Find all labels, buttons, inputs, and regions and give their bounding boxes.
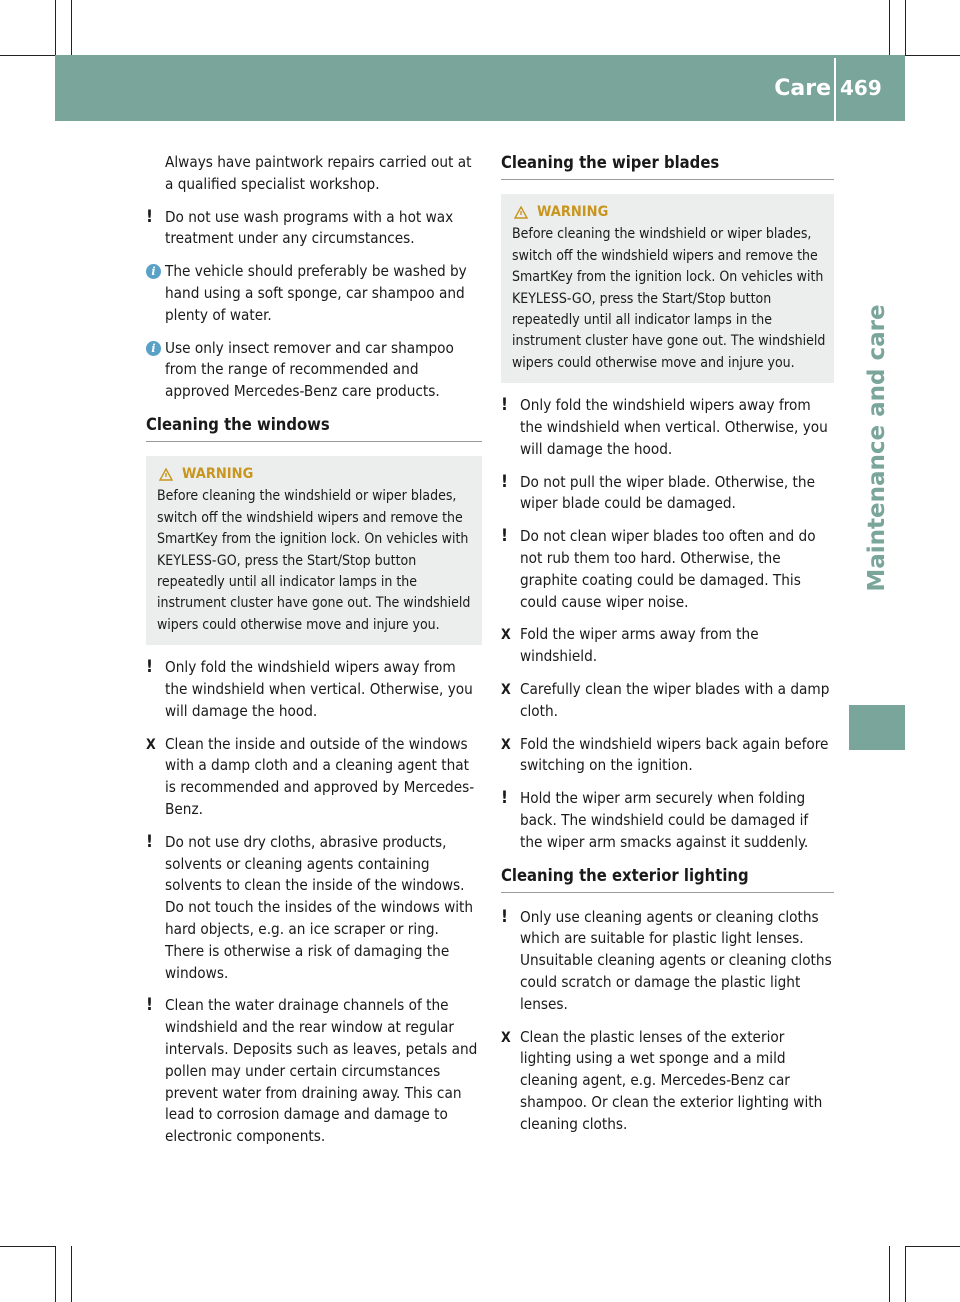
exclamation-icon: ! (501, 526, 508, 547)
info-paragraph (146, 261, 482, 326)
note-paragraph (501, 907, 834, 1016)
crop-mark (55, 0, 56, 55)
crop-mark (889, 0, 890, 55)
crop-mark (0, 1246, 55, 1247)
crop-mark (71, 0, 72, 55)
step-arrow-icon: X (501, 682, 511, 699)
section-heading: Cleaning the exterior lighting (501, 865, 834, 893)
crop-mark (55, 1246, 56, 1302)
exclamation-icon: ! (501, 906, 508, 927)
step-text: Clean the inside and outside of the windows with a damp cloth and a cleaning agent that is recommended and approved by Mercedes-Benz. (165, 734, 475, 818)
info-icon: i (146, 341, 161, 356)
exclamation-icon: ! (146, 657, 153, 678)
step-text: Carefully clean the wiper blades with a damp cloth. (520, 680, 830, 720)
exclamation-icon: ! (501, 395, 508, 416)
note-text: Only fold the windshield wipers away from the windshield when vertical. Otherwise, you will damage the hood. (520, 396, 828, 458)
step-text: Fold the windshield wipers back again before switching on the ignition. (520, 734, 829, 775)
warning-title: WARNING (182, 465, 254, 482)
note-text: Do not pull the wiper blade. Otherwise, the wiper blade could be damaged. (520, 472, 815, 513)
note-text: Clean the water drainage channels of the windshield and the rear window at regular intervals. Deposits such as leaves, petals and pollen may under certain circumstances prevent water from draining away. This can lead to corrosion damage and damage to electronic components. (165, 996, 478, 1146)
exclamation-icon: ! (146, 206, 153, 227)
warning-box (501, 194, 834, 383)
step-paragraph (501, 679, 834, 723)
side-thumb-marker (849, 705, 905, 750)
note-text: Only use cleaning agents or cleaning cloths which are suitable for plastic light lenses. Unsuitable cleaning agents or cleaning cloths could scratch or damage the plastic light lenses. (520, 907, 832, 1013)
crop-mark (905, 1246, 960, 1247)
note-paragraph (146, 657, 482, 722)
step-arrow-icon: X (501, 627, 511, 644)
crop-mark (905, 0, 906, 55)
left-column (146, 152, 482, 1159)
exclamation-icon: ! (146, 995, 153, 1016)
info-text: Use only insect remover and car shampoo from the range of recommended and approved Mercedes-Benz care products. (165, 338, 454, 401)
header-divider (834, 58, 836, 121)
step-paragraph (501, 1027, 834, 1136)
warning-triangle-icon (159, 468, 173, 481)
crop-mark (71, 1246, 72, 1302)
step-paragraph (146, 734, 482, 821)
crop-mark (889, 1246, 890, 1302)
right-column (501, 152, 834, 1147)
info-icon: i (146, 264, 161, 279)
warning-text: Before cleaning the windshield or wiper blades, switch off the windshield wipers and remove the SmartKey from the ignition lock. On vehicles with KEYLESS-GO, press the Start/Stop button repeatedly until all indicator lamps in the instrument cluster have gone out. The windshield wipers could otherwise move and injure you. (157, 488, 471, 633)
warning-triangle-icon (514, 206, 528, 219)
step-arrow-icon: X (501, 1029, 511, 1046)
note-text: Do not use wash programs with a hot wax treatment under any circumstances. (165, 207, 454, 248)
step-arrow-icon: X (146, 736, 156, 753)
note-paragraph (501, 472, 834, 516)
note-paragraph (146, 207, 482, 251)
step-paragraph (501, 624, 834, 668)
exclamation-icon: ! (501, 788, 508, 809)
note-text: Do not clean wiper blades too often and do not rub them too hard. Otherwise, the graphite coating could be damaged. This could cause wiper noise. (520, 527, 816, 611)
note-text: Only fold the windshield wipers away from the windshield when vertical. Otherwise, you will damage the hood. (165, 658, 473, 720)
note-paragraph (501, 788, 834, 853)
note-paragraph (501, 395, 834, 460)
note-text: Do not use dry cloths, abrasive products, solvents or cleaning agents containing solvents to clean the inside of the windows. Do not touch the insides of the windows with hard objects, e.g. an ice scraper or ring. There is otherwise a risk of damaging the windows. (165, 832, 474, 982)
warning-box (146, 456, 482, 645)
crop-mark (0, 55, 55, 56)
section-heading: Cleaning the windows (146, 414, 482, 442)
section-tab-label: Maintenance and care (864, 304, 890, 592)
note-paragraph (146, 832, 482, 985)
step-paragraph (501, 734, 834, 778)
warning-header (512, 202, 826, 223)
note-paragraph (501, 526, 834, 613)
page-number: 469 (840, 76, 882, 100)
section-heading: Cleaning the wiper blades (501, 152, 834, 180)
warning-text: Before cleaning the windshield or wiper blades, switch off the windshield wipers and remove the SmartKey from the ignition lock. On vehicles with KEYLESS-GO, press the Start/Stop button repeatedly until all indicator lamps in the instrument cluster have gone out. The windshield wipers could otherwise move and injure you. (512, 226, 826, 371)
page-title: Care (774, 75, 831, 101)
crop-mark (905, 55, 960, 56)
exclamation-icon: ! (501, 471, 508, 492)
crop-mark (905, 1246, 906, 1302)
info-text: The vehicle should preferably be washed by hand using a soft sponge, car shampoo and plenty of water. (165, 262, 467, 324)
note-text: Hold the wiper arm securely when folding back. The windshield could be damaged if the wiper arm smacks against it suddenly. (520, 789, 809, 851)
exclamation-icon: ! (146, 831, 153, 852)
note-paragraph (146, 995, 482, 1148)
warning-title: WARNING (537, 204, 609, 220)
step-arrow-icon: X (501, 736, 511, 753)
info-paragraph (146, 338, 482, 403)
step-text: Clean the plastic lenses of the exterior lighting using a wet sponge and a mild cleaning agent, e.g. Mercedes-Benz car shampoo. Or clean the exterior lighting with cleaning cloths. (520, 1027, 823, 1133)
paragraph: Always have paintwork repairs carried out at a qualified specialist workshop. (165, 153, 472, 193)
warning-header (157, 464, 474, 485)
step-text: Fold the wiper arms away from the windshield. (520, 625, 759, 666)
